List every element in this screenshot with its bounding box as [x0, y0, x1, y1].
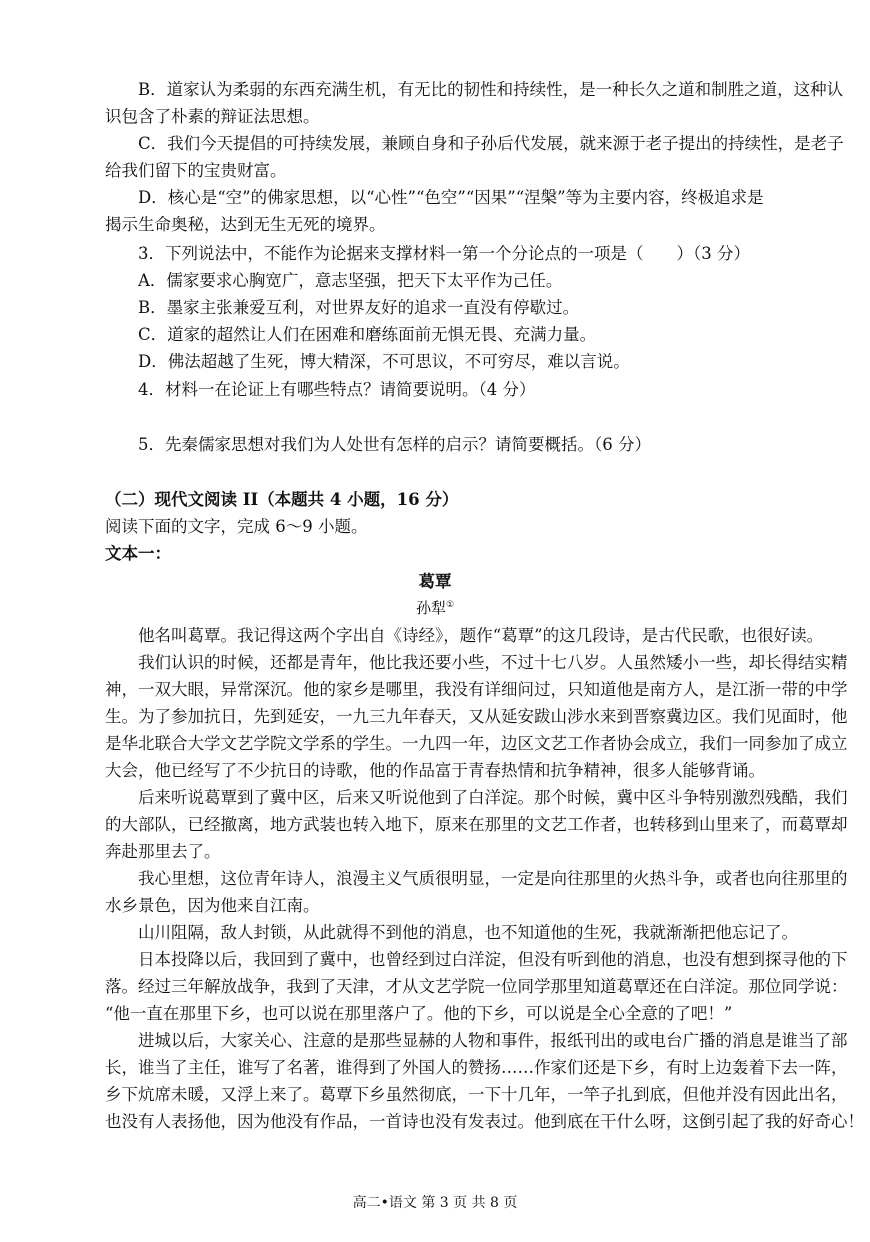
question-3-option-a: A．儒家要求心胸宽广，意志坚强，把天下太平作为己任。: [138, 271, 563, 290]
article-paragraph-line: 的大部队，已经撤离，地方武装也转入地下，原来在那里的文艺工作者，也转移到山里来了，而葛覃却: [105, 815, 848, 834]
article-paragraph-line: 神，一双大眼，异常深沉。他的家乡是哪里，我没有详细问过，只知道他是南方人，是江浙一带的中学: [105, 680, 848, 699]
article-paragraph-line: 乡下炕席未暖，又浮上来了。葛覃下乡虽然彻底，一下十几年，一竿子扎到底，但他并没有因此出名，: [105, 1085, 848, 1104]
option-b-line2: 识包含了朴素的辩证法思想。: [105, 107, 320, 126]
section-instruction: 阅读下面的文字，完成 6～9 小题。: [105, 517, 368, 536]
question-3-stem: 3．下列说法中，不能作为论据来支撑材料一第一个分论点的一项是（ ）（3 分）: [138, 244, 750, 263]
question-3-option-b: B．墨家主张兼爱互利，对世界友好的追求一直没有停歇过。: [138, 298, 580, 317]
article-paragraph-line: “他一直在那里下乡，也可以说在那里落户了。他的下乡，可以说是全心全意的了吧！”: [105, 1004, 733, 1023]
article-paragraph-line: 奔赴那里去了。: [105, 842, 221, 861]
footnote-marker: ①: [445, 600, 455, 610]
option-d-line1: D．核心是“空”的佛家思想，以“心性”“色空”“因果”“涅槃”等为主要内容，终极追求是: [138, 188, 764, 207]
section-heading: （二）现代文阅读 II（本题共 4 小题，16 分）: [105, 490, 459, 509]
article-paragraph-line: 落。经过三年解放战争，我到了天津，才从文艺学院一位同学那里知道葛覃还在白洋淀。那位同学说：: [105, 977, 848, 996]
question-4: 4．材料一在论证上有哪些特点？请简要说明。（4 分）: [138, 380, 536, 399]
article-paragraph-line: 长，谁当了主任，谁写了名著，谁得到了外国人的赞扬……作家们还是下乡，有时上边轰着下去一阵，: [105, 1058, 848, 1077]
article-paragraph-line: 后来听说葛覃到了冀中区，后来又听说他到了白洋淀。那个时候，冀中区斗争特别激烈残酷，我们: [138, 788, 848, 807]
article-paragraph-line: 日本投降以后，我回到了冀中，也曾经到过白洋淀，但没有听到他的消息，也没有想到探寻他的下: [138, 950, 848, 969]
option-c-line1: C．我们今天提倡的可持续发展，兼顾自身和子孙后代发展，就来源于老子提出的持续性，是老子: [138, 134, 844, 153]
article-title: 葛覃: [418, 572, 452, 591]
question-5: 5．先秦儒家思想对我们为人处世有怎样的启示？请简要概括。（6 分）: [138, 435, 651, 454]
question-3-option-c: C．道家的超然让人们在困难和磨练面前无惧无畏、充满力量。: [138, 325, 597, 344]
article-paragraph-line: 大会，他已经写了不少抗日的诗歌，他的作品富于青春热情和抗争精神，很多人能够背诵。: [105, 761, 765, 780]
text-label: 文本一：: [105, 544, 171, 563]
article-paragraph-line: 山川阻隔，敌人封锁，从此就得不到他的消息，也不知道他的生死，我就渐渐把他忘记了。: [138, 923, 798, 942]
article-paragraph-line: 我心里想，这位青年诗人，浪漫主义气质很明显，一定是向往那里的火热斗争，或者也向往那里的: [138, 869, 848, 888]
option-b-line1: B．道家认为柔弱的东西充满生机，有无比的韧性和持续性，是一种长久之道和制胜之道，这种认: [138, 80, 844, 99]
article-paragraph-line: 是华北联合大学文艺学院文学系的学生。一九四一年，边区文艺工作者协会成立，我们一同参加了成立: [105, 734, 848, 753]
option-c-line2: 给我们留下的宝贵财富。: [105, 161, 287, 180]
author-name: 孙犁: [415, 599, 446, 617]
option-d-line2: 揭示生命奥秘，达到无生无死的境界。: [105, 215, 386, 234]
article-paragraph-line: 我们认识的时候，还都是青年，他比我还要小些，不过十七八岁。人虽然矮小一些，却长得结实精: [138, 653, 848, 672]
article-paragraph-line: 也没有人表扬他，因为他没有作品，一首诗也没有发表过。他到底在干什么呀，这倒引起了我的好奇心！: [105, 1112, 864, 1131]
article-paragraph-line: 水乡景色，因为他来自江南。: [105, 896, 320, 915]
article-paragraph-line: 他名叫葛覃。我记得这两个字出自《诗经》，题作“葛覃”的这几段诗，是古代民歌，也很好读。: [138, 626, 824, 645]
article-paragraph-line: 生。为了参加抗日，先到延安，一九三九年春天，又从延安跋山涉水来到晋察冀边区。我们见面时，他: [105, 707, 848, 726]
article-author: [0, 595, 870, 622]
article-paragraph-line: 进城以后，大家关心、注意的是那些显赫的人物和事件，报纸刊出的或电台广播的消息是谁当了部: [138, 1031, 848, 1050]
question-3-option-d: D．佛法超越了生死，博大精深，不可思议，不可穷尽，难以言说。: [138, 352, 630, 371]
page-footer: 高二•语文 第 3 页 共 8 页: [352, 1195, 518, 1211]
